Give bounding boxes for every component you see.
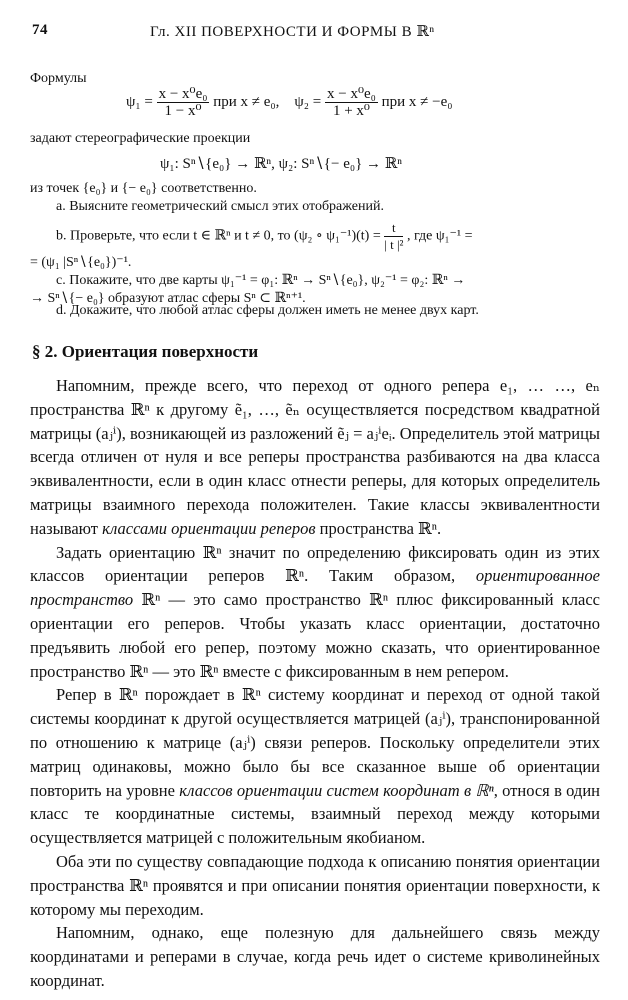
page-header bbox=[32, 22, 596, 46]
formula-psi2-condition: при x ≠ −e₀ bbox=[381, 93, 453, 110]
section-title: § 2. Ориентация поверхности bbox=[32, 342, 259, 361]
exercise-item-a: a. Выясните геометрический смысл этих отображений. bbox=[56, 199, 384, 214]
paragraph-3-end: , относя в один класс те координатные системы, взаимный переход между которыми осуществляется матрицей с положительным якобианом. bbox=[30, 780, 600, 848]
page-number: 74 bbox=[32, 22, 48, 38]
item-b-text: b. Проверьте, что если t ∈ ℝⁿ и t ≠ 0, то (ψ₂ ∘ ψ₁⁻¹)(t) = bbox=[56, 228, 381, 244]
exercise-item-d: d. Докажите, что любой атлас сферы должен иметь не менее двух карт. bbox=[56, 303, 479, 318]
item-b-fraction bbox=[384, 220, 403, 253]
paragraph-1 bbox=[30, 374, 600, 541]
formula-psi2-fraction bbox=[325, 86, 378, 119]
formula-psi bbox=[126, 86, 453, 119]
paragraph-2-text: Задать ориентацию ℝⁿ значит по определению фиксировать один из этих классов ориентации реперов ℝⁿ. Таким образом, bbox=[30, 542, 600, 586]
exercise-item-b-line2: = (ψ₁ |Sⁿ∖{e₀})⁻¹. bbox=[30, 255, 132, 270]
paragraph-3-text: Репер в ℝⁿ порождает в ℝⁿ систему координат и переход от одной такой системы координат к другой осуществляется матрицей (aⱼⁱ), транспонированной по отношению к матрице (aⱼⁱ) связи реперов. Поскольку определители этих матриц одинаковы, можно было бы все сказанное выше об ориентации повторить на уровне bbox=[30, 685, 600, 800]
formula-maps: ψ₁: Sⁿ∖{e₀} → ℝⁿ, ψ₂: Sⁿ∖{− e₀} → ℝⁿ bbox=[160, 156, 402, 172]
exercise-item-b bbox=[56, 220, 600, 253]
exercise-intro: Формулы bbox=[30, 71, 87, 86]
exercise-item-c-line2: → Sⁿ∖{− e₀} образуют атлас сферы Sⁿ ⊂ ℝⁿ⁺¹. bbox=[30, 291, 306, 306]
paragraph-1-emphasis: классами ориентации реперов bbox=[102, 518, 316, 538]
paragraph-5: Напомним, однако, еще полезную для дальнейшего связь между координатами и реперами в случае, когда речь идет о системе криволинейных координат. bbox=[30, 923, 600, 990]
paragraph-1-text: Напомним, прежде всего, что переход от одного репера e₁, … …, eₙ пространства ℝⁿ к другому ẽ₁, …, ẽₙ осуществляется посредством квадратной матрицы (aⱼⁱ), возникающей из разложений ẽⱼ = aⱼⁱeᵢ. Определитель этой матрицы всегда отличен от нуля и все реперы пространства разбиваются на два класса эквивалентности, если в один класс отнести реперы, для которых определитель матрицы взаимного перехода положителен. Такие классы эквивалентности называют bbox=[30, 376, 600, 538]
paragraph-2-end: ℝⁿ — это само пространство ℝⁿ плюс фиксированный класс ориентации его реперов. Чтобы указать класс ориентации, достаточно предъявить любой его репер, поэтому можно сказать, что ориентированное пространство ℝⁿ — это ℝⁿ вместе с фиксированным в нем репером. bbox=[30, 590, 600, 681]
paragraph-2 bbox=[30, 541, 600, 684]
formula-psi2-numerator: x − x⁰e₀ bbox=[327, 86, 376, 102]
item-b-text-2: , где ψ₁⁻¹ = bbox=[406, 228, 473, 244]
exercise-item-c-line1: c. Покажите, что две карты ψ₁⁻¹ = φ₁: ℝⁿ → Sⁿ∖{e₀}, ψ₂⁻¹ = φ₂: ℝⁿ → bbox=[56, 273, 466, 288]
item-b-numerator: t bbox=[384, 220, 403, 237]
formula-psi1-numerator: x − x⁰e₀ bbox=[158, 86, 208, 102]
paragraph-1-end: пространства ℝⁿ. bbox=[315, 518, 442, 538]
formula-psi1-denominator: 1 − x⁰ bbox=[164, 103, 202, 119]
paragraph-3-emphasis: классов ориентации систем координат в ℝⁿ bbox=[179, 780, 494, 800]
paragraph-2-emphasis: ориентированное пространство bbox=[30, 566, 600, 610]
paragraph-3 bbox=[30, 683, 600, 850]
formula-psi1-lhs: ψ₁ = bbox=[126, 93, 153, 110]
item-b-denominator: | t |² bbox=[384, 237, 404, 252]
exercise-points-line: из точек {e₀} и {− e₀} соответственно. bbox=[30, 181, 257, 196]
running-title: Гл. XII ПОВЕРХНОСТИ И ФОРМЫ В ℝⁿ bbox=[150, 24, 435, 40]
exercise-stereo-line: задают стереографические проекции bbox=[30, 131, 251, 146]
formula-psi1-fraction bbox=[157, 86, 210, 119]
formula-psi1-condition: при x ≠ e₀, bbox=[213, 93, 280, 110]
paragraph-4: Оба эти по существу совпадающие подхода к описанию понятия ориентации пространства ℝⁿ проявятся и при описании понятия ориентации поверхности, к которому мы переходим. bbox=[30, 851, 600, 919]
main-text bbox=[30, 374, 600, 993]
formula-psi2-denominator: 1 + x⁰ bbox=[332, 103, 370, 119]
formula-psi2-lhs: ψ₂ = bbox=[294, 93, 322, 110]
